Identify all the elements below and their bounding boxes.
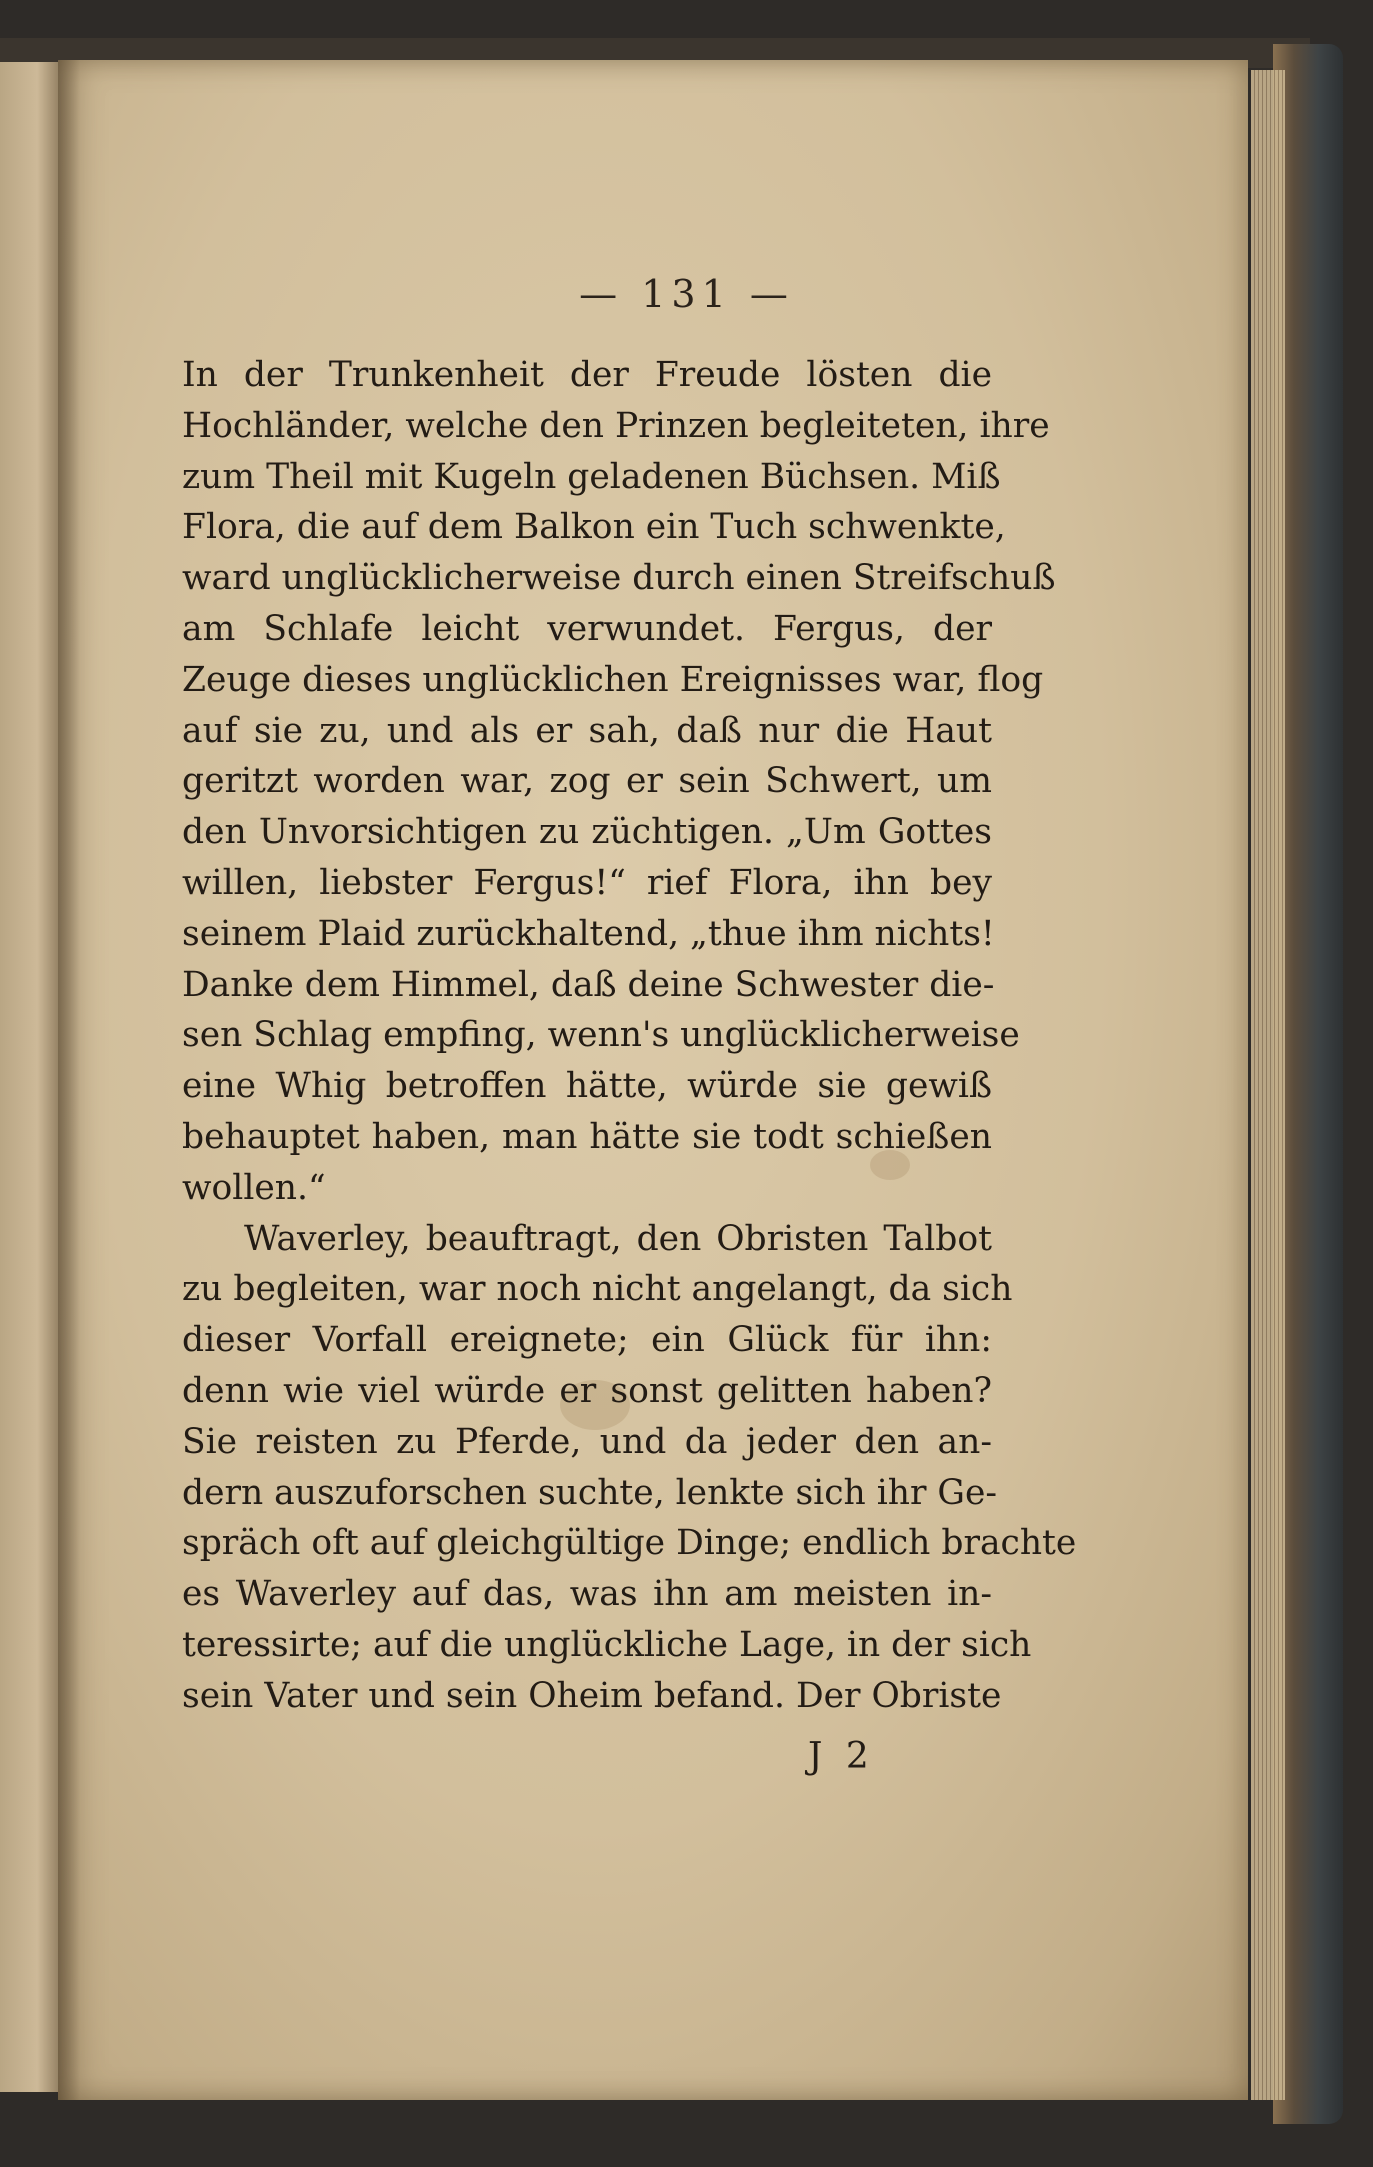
text-line: eine Whig betroffen hätte, würde sie gewiß (182, 1066, 992, 1107)
text-line: zu begleiten, war noch nicht angelangt, da sich (182, 1269, 1013, 1310)
text-line: wollen.“ (182, 1167, 326, 1208)
page-text (182, 350, 1077, 1722)
text-line: es Waverley auf das, was ihn am meisten in- (182, 1574, 992, 1615)
text-line: denn wie viel würde er sonst gelitten haben? (182, 1370, 992, 1411)
text-line: Hochländer, welche den Prinzen begleiteten, ihre (182, 405, 1050, 446)
text-line: zum Theil mit Kugeln geladenen Büchsen. Miß (182, 456, 1001, 497)
text-line: teressirte; auf die unglückliche Lage, in der sich (182, 1624, 1032, 1665)
text-line: Sie reisten zu Pferde, und da jeder den an- (182, 1421, 992, 1462)
left-page-edge (0, 62, 64, 2092)
text-line: spräch oft auf gleichgültige Dinge; endlich brachte (182, 1523, 1077, 1564)
text-line: auf sie zu, und als er sah, daß nur die Haut (182, 710, 992, 751)
text-line: dieser Vorfall ereignete; ein Glück für ihn: (182, 1320, 992, 1361)
page-edges (1251, 70, 1285, 2100)
text-line: Waverley, beauftragt, den Obristen Talbot (244, 1218, 992, 1259)
text-line: sein Vater und sein Oheim befand. Der Obriste (182, 1675, 1002, 1716)
text-line: Flora, die auf dem Balkon ein Tuch schwenkte, (182, 507, 1006, 548)
text-line: sen Schlag empfing, wenn's unglücklicherweise (182, 1015, 1020, 1056)
text-line: am Schlafe leicht verwundet. Fergus, der (182, 608, 992, 649)
signature-mark: J 2 (808, 1736, 875, 1777)
text-line: ward unglücklicherweise durch einen Streifschuß (182, 558, 1056, 599)
text-line: In der Trunkenheit der Freude lösten die (182, 355, 992, 395)
page-gutter-shadow (58, 60, 80, 2100)
text-line: Zeuge dieses unglücklichen Ereignisses war, flog (182, 659, 1044, 700)
text-line: dern auszuforschen suchte, lenkte sich ihr Ge- (182, 1472, 998, 1513)
page-number: — 131 — (579, 272, 794, 316)
text-line: willen, liebster Fergus!“ rief Flora, ihn bey (182, 862, 992, 903)
text-line: seinem Plaid zurückhaltend, „thue ihm nichts! (182, 913, 995, 954)
text-line: behauptet haben, man hätte sie todt schießen (182, 1116, 992, 1157)
text-line: geritzt worden war, zog er sein Schwert, um (182, 761, 992, 802)
text-line: Danke dem Himmel, daß deine Schwester die- (182, 964, 995, 1005)
text-line: den Unvorsichtigen zu züchtigen. „Um Gottes (182, 812, 992, 853)
